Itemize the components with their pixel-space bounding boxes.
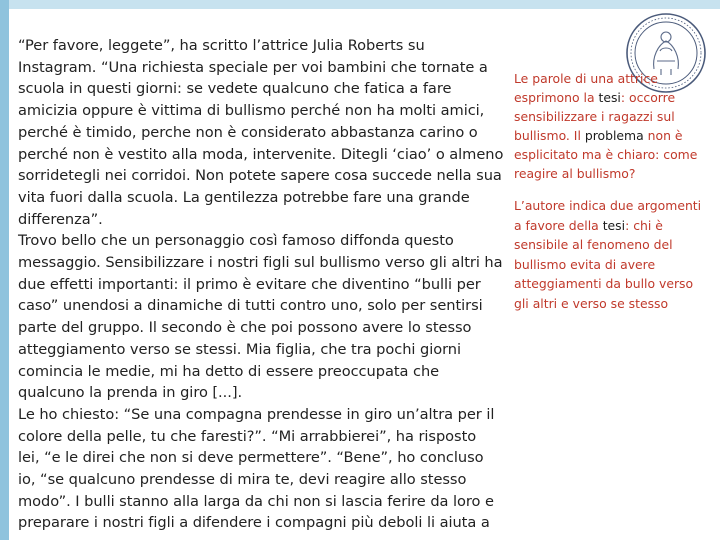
- arguments-note-part1: L’autore indica due argomenti a favore della: [514, 198, 702, 233]
- arguments-tesi-highlight: tesi: [602, 217, 626, 233]
- thesis-note-part3: non è esplicitato ma è chiaro: come reagire al bullismo?: [514, 128, 698, 181]
- thesis-tesi-highlight: tesi: [598, 90, 621, 105]
- arguments-note-part2: : chi è sensibile al fenomeno del bullismo evita di avere atteggiamenti da bullo verso gli altri e verso se stesso: [514, 217, 694, 311]
- arguments-note: [514, 196, 710, 314]
- thesis-note-part2: : occorre sensibilizzare i ragazzi sul bullismo. Il: [514, 90, 676, 143]
- top-decor-band: [0, 0, 720, 9]
- thesis-problema-highlight: problema: [584, 128, 644, 143]
- side-decor-band: [0, 0, 9, 540]
- thesis-note-part1: Le parole di una attrice esprimono la: [514, 71, 658, 105]
- thesis-note: [514, 69, 710, 183]
- article-text: “Per favore, leggete”, ha scritto l’attrice Julia Roberts su Instagram. “Una richiesta speciale per voi bambini che tornate a scuola in questi giorni: se vedete qualcuno che fatica a fare amicizia oppure è vittima di bullismo perché non ha molti amici, perché è timido, perche non è considerato abbastanza carino o perché non è vestito alla moda, intervenite. Ditegli ‘ciao’ o almeno sorridetegli nei corridoi. Non potete sapere cosa succede nella sua vita fuori dalla scuola. La gentilezza potrebbe fare una grande differenza”. Trovo bello che un personaggio così famoso diffonda questo messaggio. Sensibilizzare i nostri figli sul bullismo verso gli altri ha due effetti importanti: il primo è evitare che diventino “bulli per caso” unendosi a dinamiche di tutti contro uno, solo per sentirsi parte del gruppo. Il secondo è che poi possono avere lo stesso atteggiamento verso se stessi. Mia figlia, che tra pochi giorni comincia le medie, mi ha detto di essere preoccupata che qualcuno la prenda in giro [...]. Le ho chiesto: “Se una compagna prendesse in giro un’altra per il colore della pelle, tu che faresti?”. “Mi arrabbierei”, ha risposto lei, “e le direi che non si deve permettere”. “Bene”, ho concluso io, “se qualcuno prendesse di mira te, devi reagire allo stesso modo”. I bulli stanno alla larga da chi non si lascia ferire da loro e preparare i nostri figli a difendere i compagni più deboli li aiuta a: [18, 37, 504, 532]
